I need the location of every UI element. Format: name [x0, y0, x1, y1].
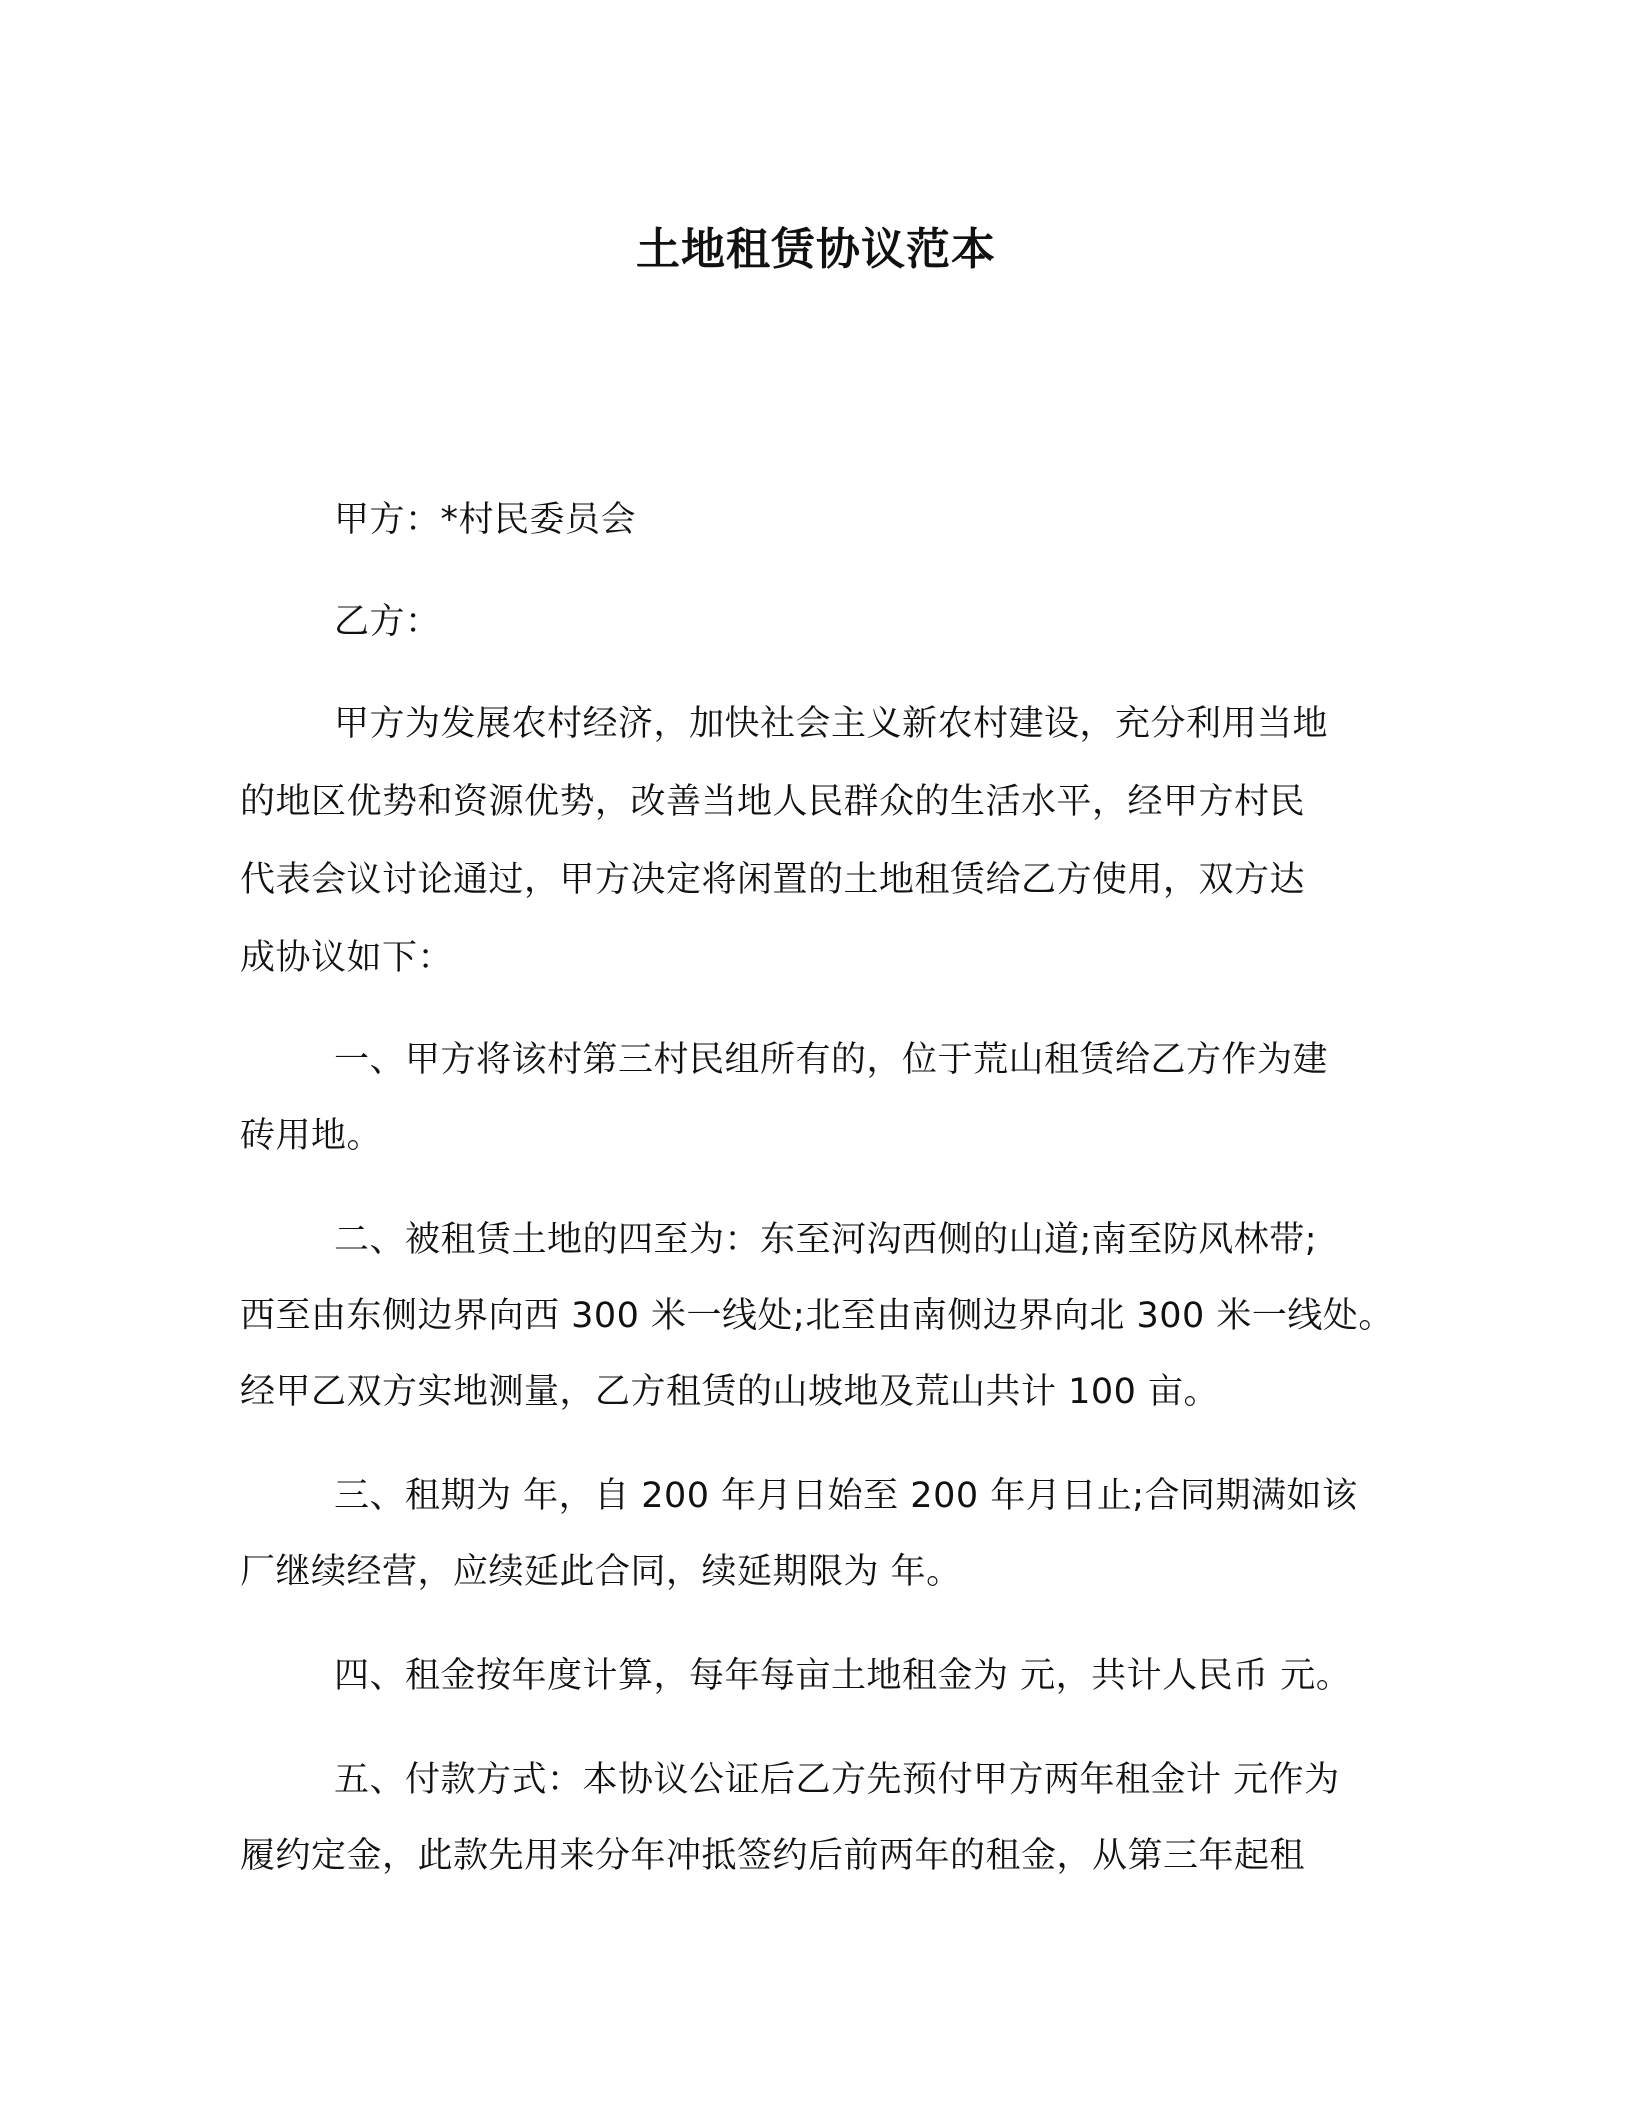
- clause-line: 二、被租赁土地的四至为：东至河沟西侧的山道;南至防风林带;: [334, 1220, 1318, 1260]
- clause-line: 四、租金按年度计算，每年每亩土地租金为 元，共计人民币 元。: [334, 1656, 1352, 1696]
- clause-line: 砖用地。: [240, 1116, 383, 1156]
- clause-line: 三、租期为 年，自 200 年月日始至 200 年月日止;合同期满如该: [334, 1476, 1358, 1516]
- paragraph-line: 甲方为发展农村经济，加快社会主义新农村建设，充分利用当地: [334, 704, 1329, 744]
- clause-line: 厂继续经营，应续延此合同，续延期限为 年。: [240, 1552, 962, 1592]
- party-a-line: 甲方：*村民委员会: [334, 500, 637, 540]
- clause-line: 五、付款方式：本协议公证后乙方先预付甲方两年租金计 元作为: [334, 1760, 1340, 1800]
- paragraph-line: 的地区优势和资源优势，改善当地人民群众的生活水平，经甲方村民: [240, 782, 1306, 822]
- clause-line: 经甲乙双方实地测量，乙方租赁的山坡地及荒山共计 100 亩。: [240, 1372, 1220, 1412]
- clause-line: 一、甲方将该村第三村民组所有的，位于荒山租赁给乙方作为建: [334, 1040, 1329, 1080]
- document-title: 土地租赁协议范本: [636, 224, 996, 275]
- clause-line: 履约定金，此款先用来分年冲抵签约后前两年的租金，从第三年起租: [240, 1836, 1306, 1876]
- paragraph-line: 成协议如下：: [240, 938, 454, 978]
- clause-line: 西至由东侧边界向西 300 米一线处;北至由南侧边界向北 300 米一线处。: [240, 1296, 1394, 1336]
- paragraph-line: 代表会议讨论通过，甲方决定将闲置的土地租赁给乙方使用，双方达: [240, 860, 1306, 900]
- party-b-line: 乙方：: [334, 602, 441, 642]
